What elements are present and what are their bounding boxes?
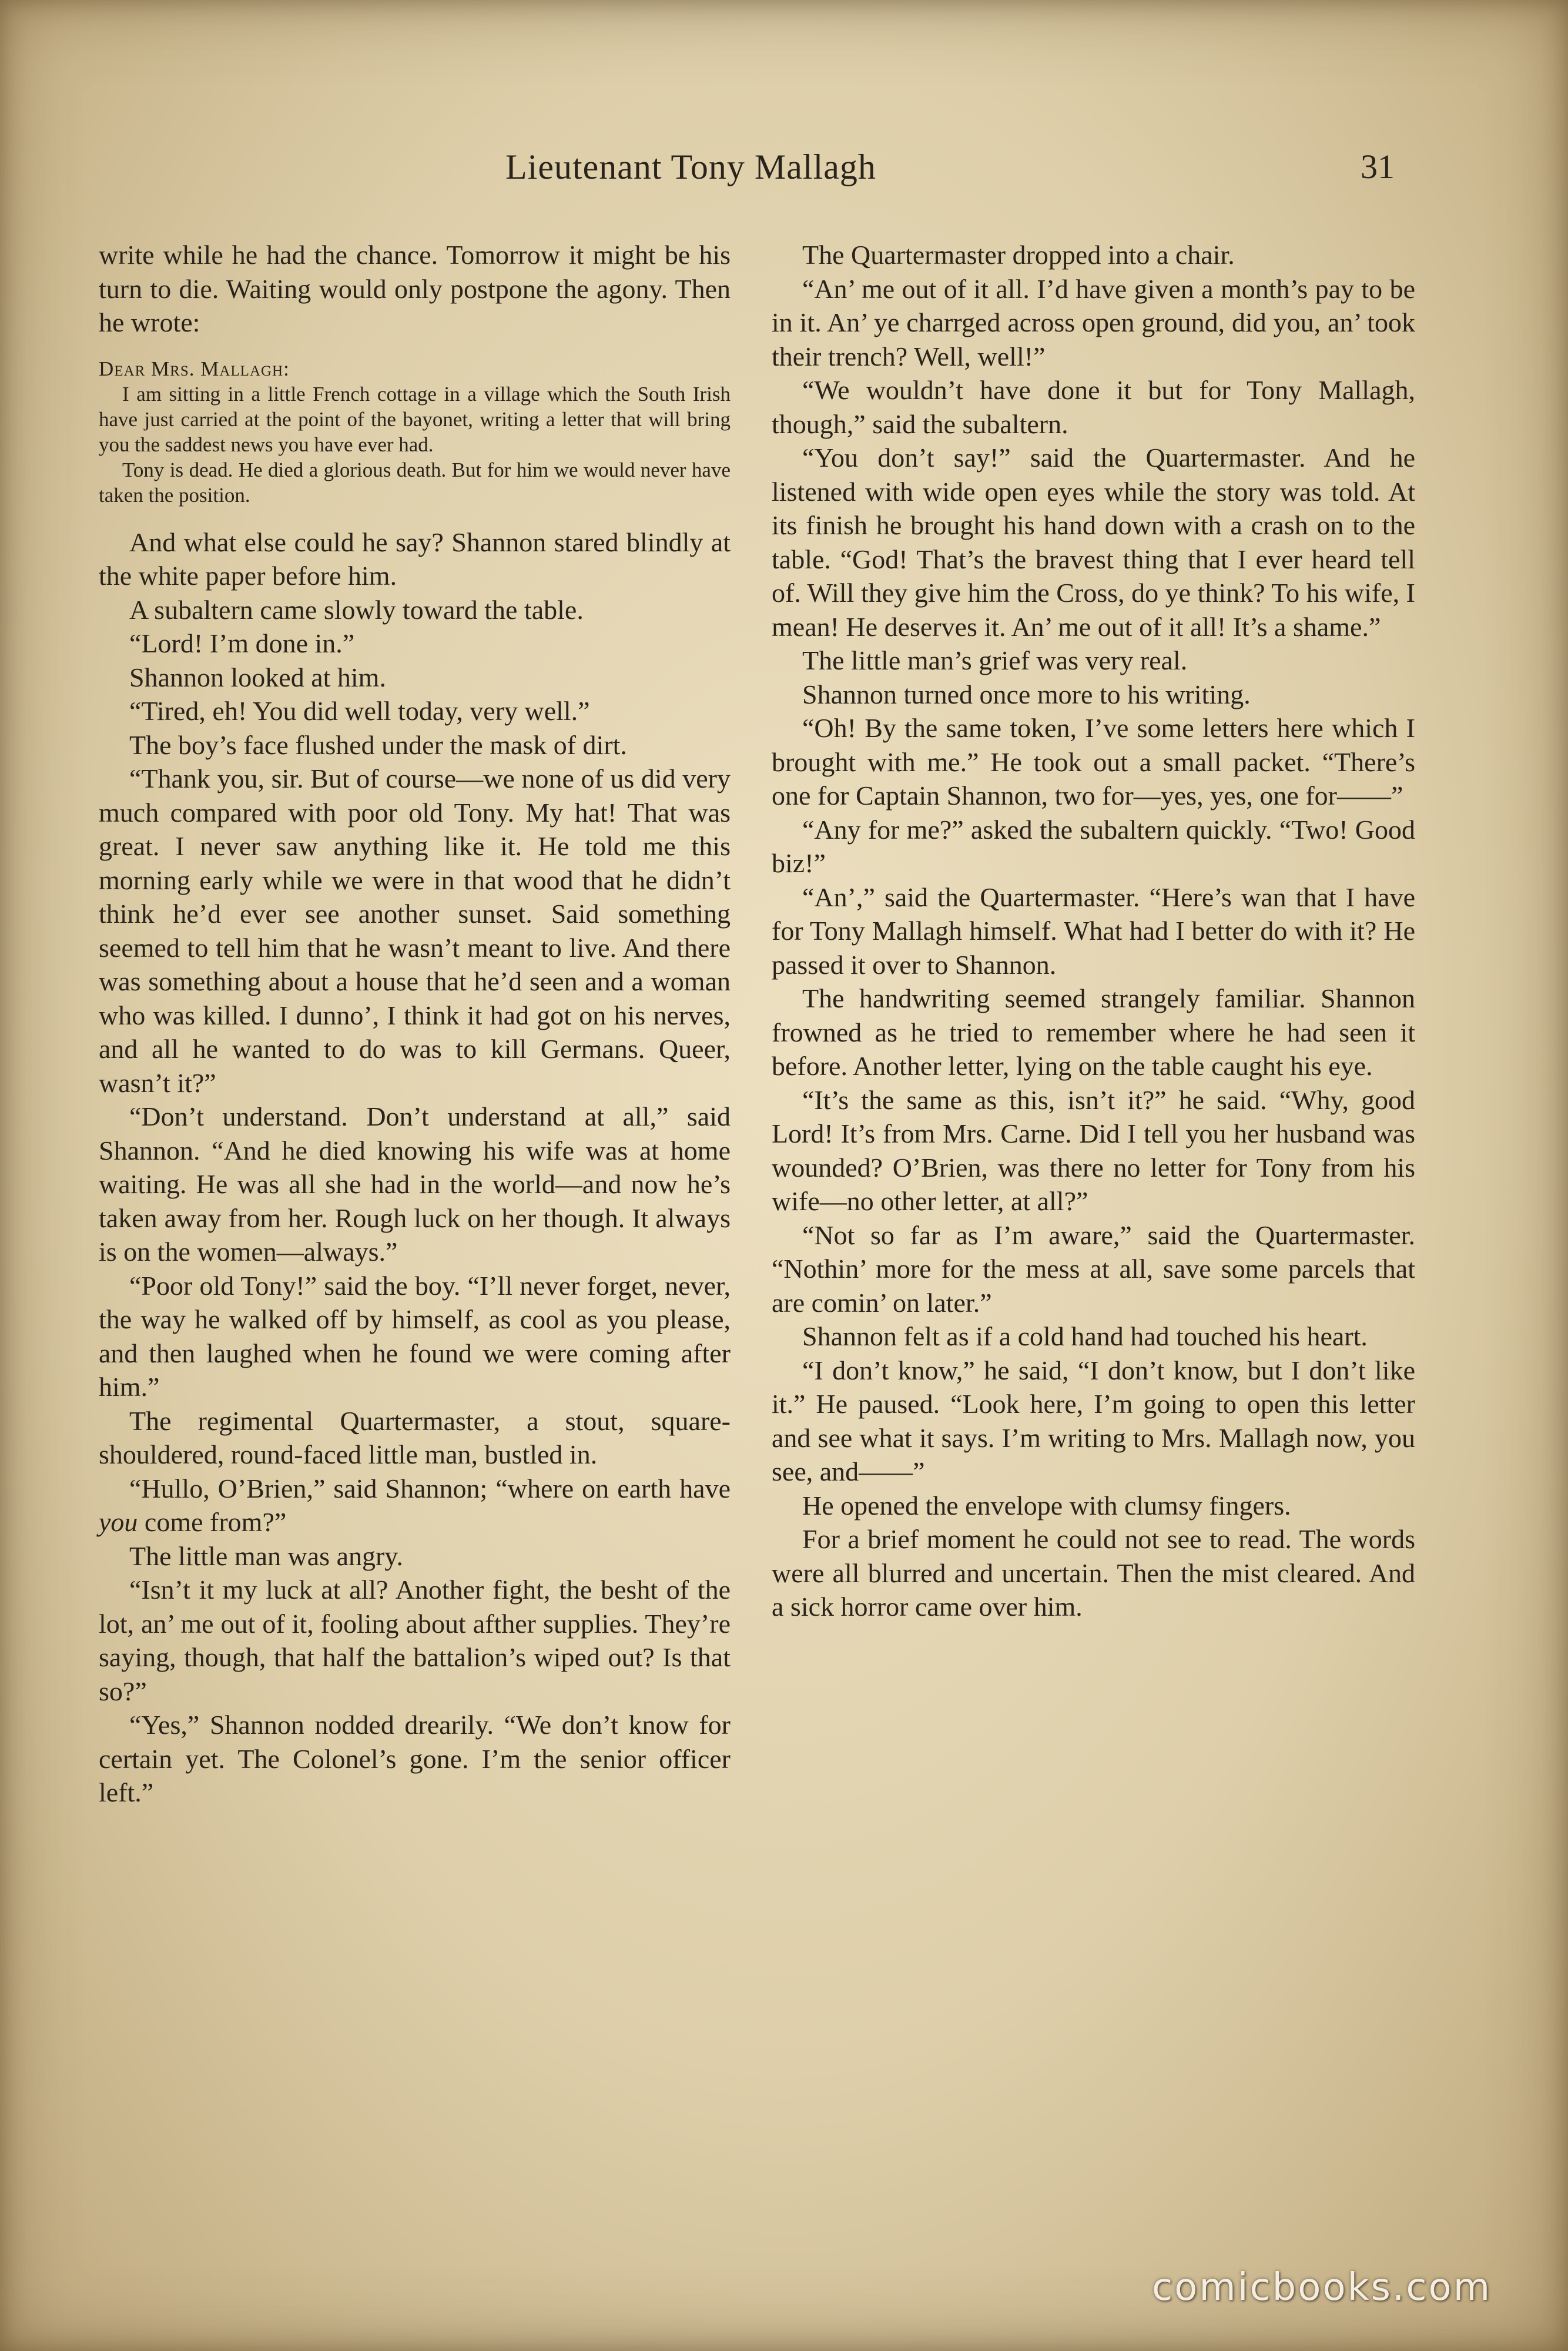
paragraph: The little man’s grief was very real. (802, 645, 1188, 675)
right-column (772, 238, 1415, 1624)
paragraph: For a brief moment he could not see to read. The words were all blurred and uncertain. Then the mist cleared. And a sick horror came over him. (772, 1524, 1415, 1622)
paragraph: Shannon felt as if a cold hand had touched his heart. (802, 1321, 1368, 1351)
paragraph: “We wouldn’t have done it but for Tony Mallagh, though,” said the subaltern. (772, 375, 1415, 439)
paragraph: Shannon turned once more to his writing. (802, 679, 1251, 709)
text-run: come from?” (138, 1507, 287, 1537)
paragraph: Shannon looked at him. (129, 662, 386, 692)
page-header (0, 147, 1568, 194)
paragraph: The regimental Quartermaster, a stout, square-shouldered, round-faced little man, bustled in. (99, 1405, 731, 1469)
paragraph: “Thank you, sir. But of course—we none of us did very much compared with poor old Tony. My hat! That was great. I never saw anything like it. He told me this morning early while we were in that wood that he didn’t think he’d ever see another sunset. Said something seemed to tell him that he wasn’t meant to live. And there was something about a house that he’d seen and a woman who was killed. I dunno’, I think it had got on his nerves, and all he wanted to do was to kill Germans. Queer, wasn’t it?” (99, 763, 731, 1098)
paragraph: “An’,” said the Quartermaster. “Here’s wan that I have for Tony Mallagh himself. What had I better do with it? He passed it over to Shannon. (772, 882, 1415, 980)
paragraph: The little man was angry. (129, 1540, 403, 1571)
running-title: Lieutenant Tony Mallagh (505, 148, 876, 186)
paragraph: “Isn’t it my luck at all? Another fight, the besht of the lot, an’ me out of it, fooling about afther supplies. They’re saying, though, that half the battalion’s wiped out? Is that so?” (99, 1575, 731, 1706)
paragraph: “Any for me?” asked the subaltern quickly. “Two! Good biz!” (772, 814, 1415, 878)
page-number: 31 (1361, 148, 1395, 186)
paragraph: The Quartermaster dropped into a chair. (802, 240, 1235, 270)
emphasis-text: you (99, 1507, 138, 1537)
paragraph: He opened the envelope with clumsy fingers. (802, 1490, 1291, 1521)
paragraph: “It’s the same as this, isn’t it?” he said. “Why, good Lord! It’s from Mrs. Carne. Did I tell you her husband was wounded? O’Brien, was there no letter for Tony from his wife—no other letter, at all?” (772, 1084, 1415, 1216)
paragraph: “Don’t understand. Don’t understand at all,” said Shannon. “And he died knowing his wife was at home waiting. He was all she had in the world—and now he’s taken away from her. Rough luck on her though. It always is on the women—always.” (99, 1101, 731, 1267)
paragraph: And what else could he say? Shannon stared blindly at the white paper before him. (99, 527, 731, 591)
paragraph: “Not so far as I’m aware,” said the Quartermaster. “Nothin’ more for the mess at all, save some parcels that are comin’ on later.” (772, 1220, 1415, 1318)
left-column (99, 238, 731, 1810)
paragraph: “Yes,” Shannon nodded drearily. “We don’t know for certain yet. The Colonel’s gone. I’m the senior officer left.” (99, 1710, 731, 1807)
letter-paragraph: Tony is dead. He died a glorious death. But for him we would never have taken the position. (99, 458, 731, 507)
letter-block (99, 356, 731, 508)
paragraph: The boy’s face flushed under the mask of dirt. (129, 729, 627, 760)
letter-salutation: Dear Mrs. Mallagh: (99, 357, 290, 380)
paragraph: The handwriting seemed strangely familiar. Shannon frowned as he tried to remember where he had seen it before. Another letter, lying on the table caught his eye. (772, 983, 1415, 1081)
paragraph: “Lord! I’m done in.” (129, 628, 355, 658)
paragraph: “You don’t say!” said the Quartermaster. And he listened with wide open eyes while the story was told. At its finish he brought his hand down with a crash on to the table. “God! That’s the bravest thing that I ever heard tell of. Will they give him the Cross, do ye think? To his wife, I mean! He deserves it. An’ me out of it all! It’s a shame.” (772, 443, 1415, 642)
paragraph (99, 1472, 731, 1539)
paragraph: “An’ me out of it all. I’d have given a month’s pay to be in it. An’ ye charrged across open ground, did you, an’ took their trench? Well, well!” (772, 273, 1415, 371)
paragraph: “I don’t know,” he said, “I don’t know, but I don’t like it.” He paused. “Look here, I’m going to open this letter and see what it says. I’m writing to Mrs. Mallagh now, you see, and——” (772, 1355, 1415, 1486)
paragraph: “Tired, eh! You did well today, very well.” (129, 696, 590, 726)
paragraph: write while he had the chance. Tomorrow it might be his turn to die. Waiting would only postpone the agony. Then he wrote: (99, 240, 731, 337)
watermark: comicbooks.com (1152, 2266, 1492, 2309)
text-run: “Hullo, O’Brien,” said Shannon; “where on earth have (129, 1473, 731, 1503)
letter-paragraph: I am sitting in a little French cottage in a village which the South Irish have just carried at the point of the bayonet, writing a letter that will bring you the saddest news you have ever had. (99, 382, 731, 456)
paragraph: “Poor old Tony!” said the boy. “I’ll never forget, never, the way he walked off by himself, as cool as you please, and then laughed when he found we were coming after him.” (99, 1270, 731, 1402)
paragraph: A subaltern came slowly toward the table. (129, 594, 584, 625)
paragraph: “Oh! By the same token, I’ve some letters here which I brought with me.” He took out a small packet. “There’s one for Captain Shannon, two for—yes, yes, one for——” (772, 713, 1415, 811)
